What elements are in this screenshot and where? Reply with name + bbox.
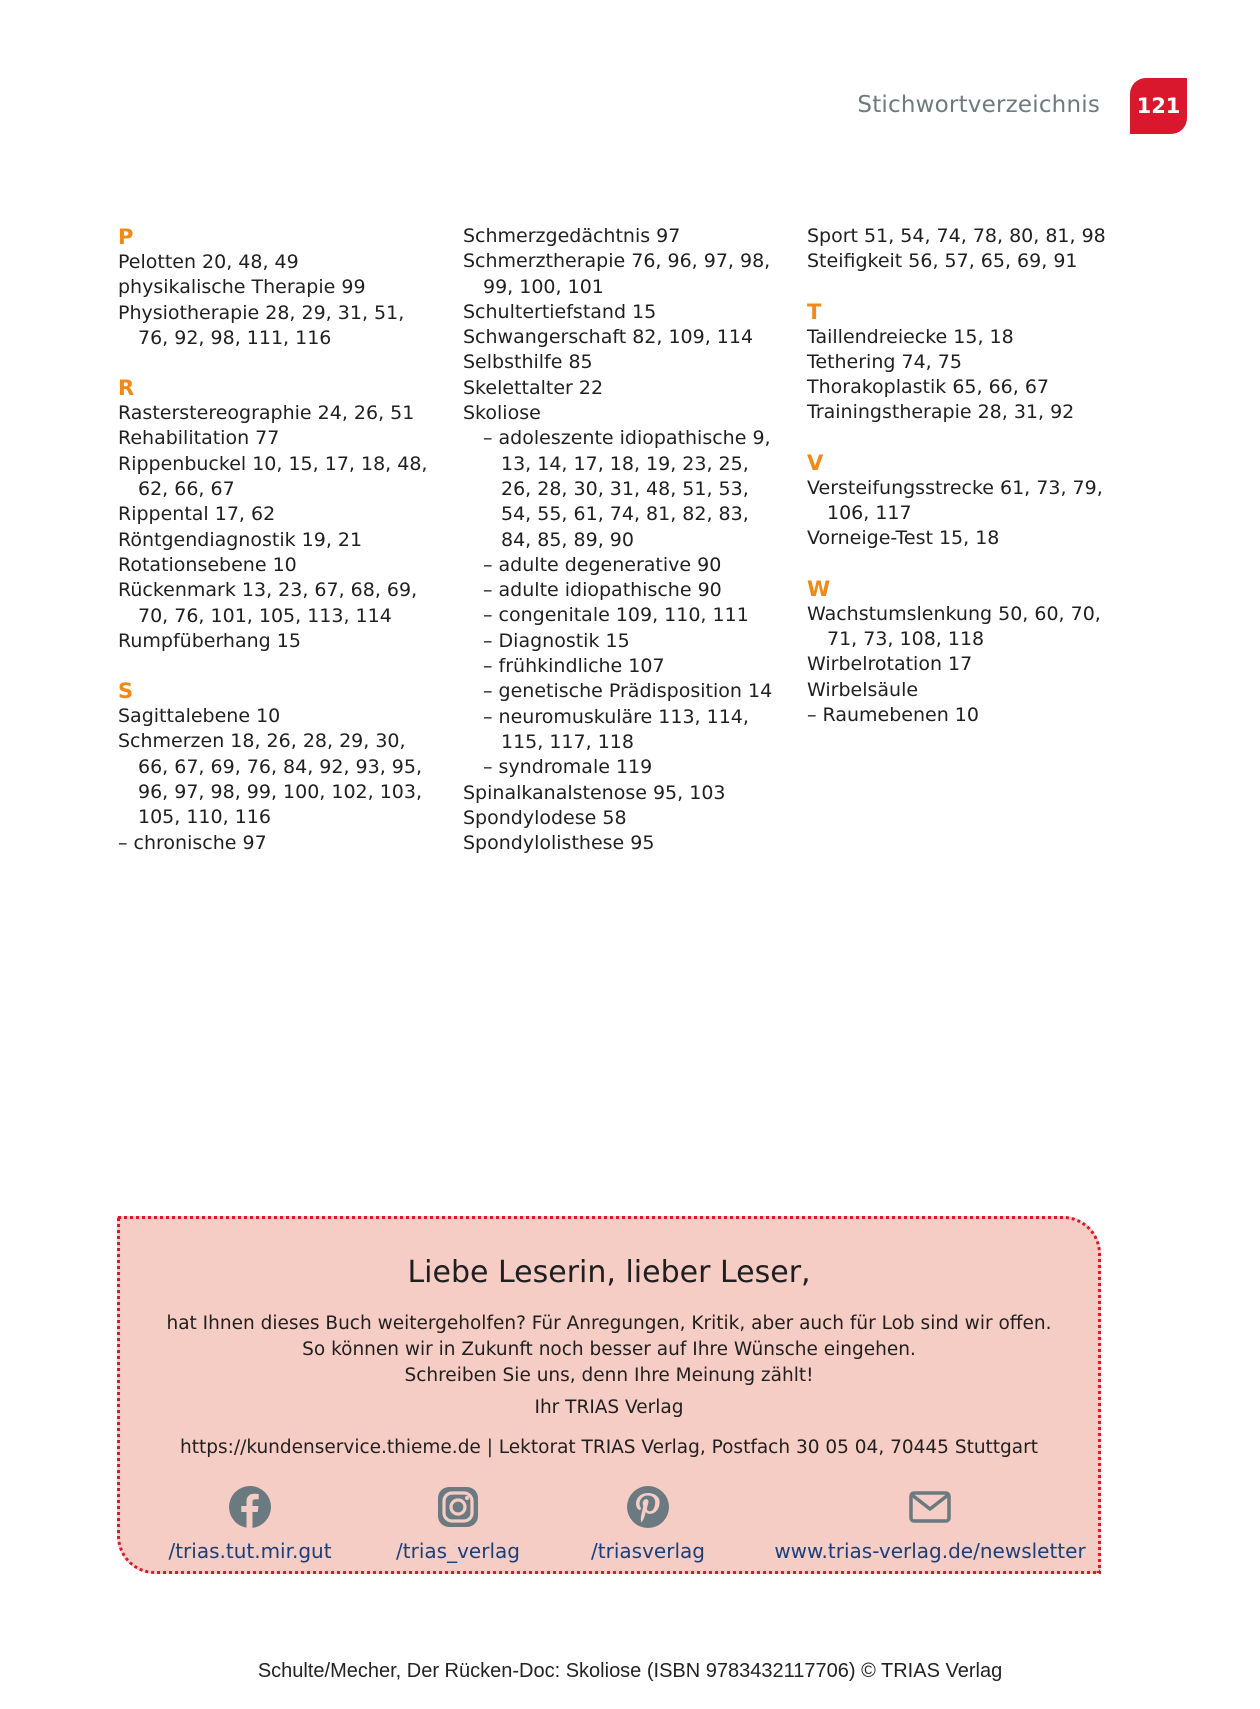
index-letter-heading: P <box>118 225 134 249</box>
index-entry: Spinalkanalstenose 95, 103 <box>463 781 726 804</box>
index-entry: Spondylodese 58 <box>463 806 627 829</box>
newsletter-link[interactable]: www.trias-verlag.de/newsletter <box>774 1539 1086 1563</box>
pinterest-link[interactable]: /triasverlag <box>591 1539 705 1563</box>
index-section <box>807 450 1127 552</box>
index-entry: – chronische 97 <box>118 831 267 854</box>
facebook-link[interactable]: /trias.tut.mir.gut <box>168 1539 332 1563</box>
index-entry: Skoliose <box>463 402 541 425</box>
index-letter-heading: V <box>807 450 824 475</box>
notice-title: Liebe Leserin, lieber Leser, <box>407 1255 811 1290</box>
index-entry: Rumpfüberhang 15 <box>118 629 301 652</box>
index-letter-heading: T <box>807 299 822 324</box>
notice-body <box>120 1311 1098 1389</box>
index-entry: Pelotten 20, 48, 49 <box>118 251 299 273</box>
instagram-icon <box>436 1485 480 1529</box>
index-entry: Tethering 74, 75 <box>807 350 962 373</box>
index-entry: Thorakoplastik 65, 66, 67 <box>807 376 1050 399</box>
index-entry: Selbsthilfe 85 <box>463 351 593 374</box>
notice-body-line: hat Ihnen dieses Buch weitergeholfen? Für Anregungen, Kritik, aber auch für Lob sind wir offen. <box>166 1313 1052 1334</box>
social-instagram[interactable] <box>378 1485 538 1563</box>
index-entry: Physiotherapie 28, 29, 31, 51, 76, 92, 98, 111, 116 <box>118 301 405 349</box>
index-entry: physikalische Therapie 99 <box>118 276 366 299</box>
social-links <box>120 1485 1098 1565</box>
index-entry: Sagittalebene 10 <box>118 705 281 728</box>
index-subentry: – adoleszente idiopathische 9, 13, 14, 17, 18, 19, 23, 25, 26, 28, 30, 31, 48, 51, 53, 54, 55, 61, 74, 81, 82, 83, 84, 85, 89, 90 <box>483 427 771 551</box>
index-section <box>118 224 438 351</box>
index-letter-heading: W <box>807 576 831 601</box>
index-entry: Skelettalter 22 <box>463 376 604 399</box>
notice-body-line: Schreiben Sie uns, denn Ihre Meinung zählt! <box>404 1365 814 1386</box>
index-subentry: – syndromale 119 <box>483 756 653 779</box>
index-entry: Wirbelsäule <box>807 678 919 701</box>
notice-body-line: So können wir in Zukunft noch besser auf Ihre Wünsche eingehen. <box>302 1339 916 1360</box>
index-subentry: – adulte degenerative 90 <box>483 553 722 576</box>
index-entry: Schmerzgedächtnis 97 <box>463 225 681 247</box>
index-entry: Vorneige-Test 15, 18 <box>807 527 1000 550</box>
social-newsletter[interactable] <box>770 1485 1090 1563</box>
index-section <box>807 576 1127 728</box>
index-section <box>807 299 1127 426</box>
index-entry: Rückenmark 13, 23, 67, 68, 69, 70, 76, 101, 105, 113, 114 <box>118 579 418 627</box>
pinterest-icon <box>626 1485 670 1529</box>
index-entry: Schwangerschaft 82, 109, 114 <box>463 326 754 349</box>
index-subentry: – congenitale 109, 110, 111 <box>483 604 749 627</box>
index-entry: Versteifungsstrecke 61, 73, 79, 106, 117 <box>807 476 1103 525</box>
index-subentry: – Diagnostik 15 <box>483 629 630 652</box>
index-column-3 <box>807 224 1127 752</box>
index-entry: Sport 51, 54, 74, 78, 80, 81, 98 <box>807 225 1106 247</box>
notice-signature: Ihr TRIAS Verlag <box>534 1397 684 1418</box>
index-subentry: – genetische Prädisposition 14 <box>483 680 773 703</box>
index-entry: Steifigkeit 56, 57, 65, 69, 91 <box>807 250 1078 273</box>
index-column-2 <box>463 224 783 880</box>
index-entry: Rippenbuckel 10, 15, 17, 18, 48, 62, 66, 67 <box>118 452 428 501</box>
reader-feedback-box <box>117 1216 1101 1574</box>
index-entry: Wachstumslenkung 50, 60, 70, 71, 73, 108, 118 <box>807 602 1101 650</box>
index-entry: – Raumebenen 10 <box>807 703 979 726</box>
notice-contact-line: https://kundenservice.thieme.de | Lektorat TRIAS Verlag, Postfach 30 05 04, 70445 Stuttgart <box>180 1437 1038 1458</box>
index-section <box>118 375 438 654</box>
index-entry: Wirbelrotation 17 <box>807 653 973 676</box>
footer-citation: Schulte/Mecher, Der Rücken-Doc: Skoliose (ISBN 9783432117706) © TRIAS Verlag <box>257 1660 1003 1682</box>
index-entry: Rehabilitation 77 <box>118 427 280 450</box>
page-number-badge: 121 <box>1130 78 1187 134</box>
index-subentry: – frühkindliche 107 <box>483 655 665 678</box>
social-pinterest[interactable] <box>568 1485 728 1563</box>
index-entry: Rasterstereographie 24, 26, 51 <box>118 402 415 425</box>
index-letter-heading: S <box>118 679 134 704</box>
index-section <box>118 678 438 856</box>
index-entry: Rotationsebene 10 <box>118 553 297 576</box>
social-facebook[interactable] <box>170 1485 330 1563</box>
index-entry: Röntgendiagnostik 19, 21 <box>118 528 363 551</box>
index-section <box>807 224 1127 275</box>
index-entry: Rippental 17, 62 <box>118 503 276 526</box>
index-entry: Schmerztherapie 76, 96, 97, 98, 99, 100, 101 <box>463 250 771 298</box>
index-letter-heading: R <box>118 376 135 401</box>
index-section <box>463 224 783 856</box>
running-header-title: Stichwortverzeichnis <box>857 92 1100 118</box>
instagram-link[interactable]: /trias_verlag <box>396 1539 520 1563</box>
index-entry: Schultertiefstand 15 <box>463 300 657 323</box>
index-entry: Schmerzen 18, 26, 28, 29, 30, 66, 67, 69, 76, 84, 92, 93, 95, 96, 97, 98, 99, 100, 102, 103, 105, 110, 116 <box>118 730 423 829</box>
mail-icon <box>908 1485 952 1529</box>
index-column-1 <box>118 224 438 880</box>
index-entry: Taillendreiecke 15, 18 <box>807 325 1014 348</box>
index-subentry: – neuromuskuläre 113, 114, 115, 117, 118 <box>483 705 749 753</box>
index-entry: Trainingstherapie 28, 31, 92 <box>807 401 1075 424</box>
index-entry: Spondylolisthese 95 <box>463 832 655 855</box>
index-subentry: – adulte idiopathische 90 <box>483 579 722 602</box>
facebook-icon <box>228 1485 272 1529</box>
